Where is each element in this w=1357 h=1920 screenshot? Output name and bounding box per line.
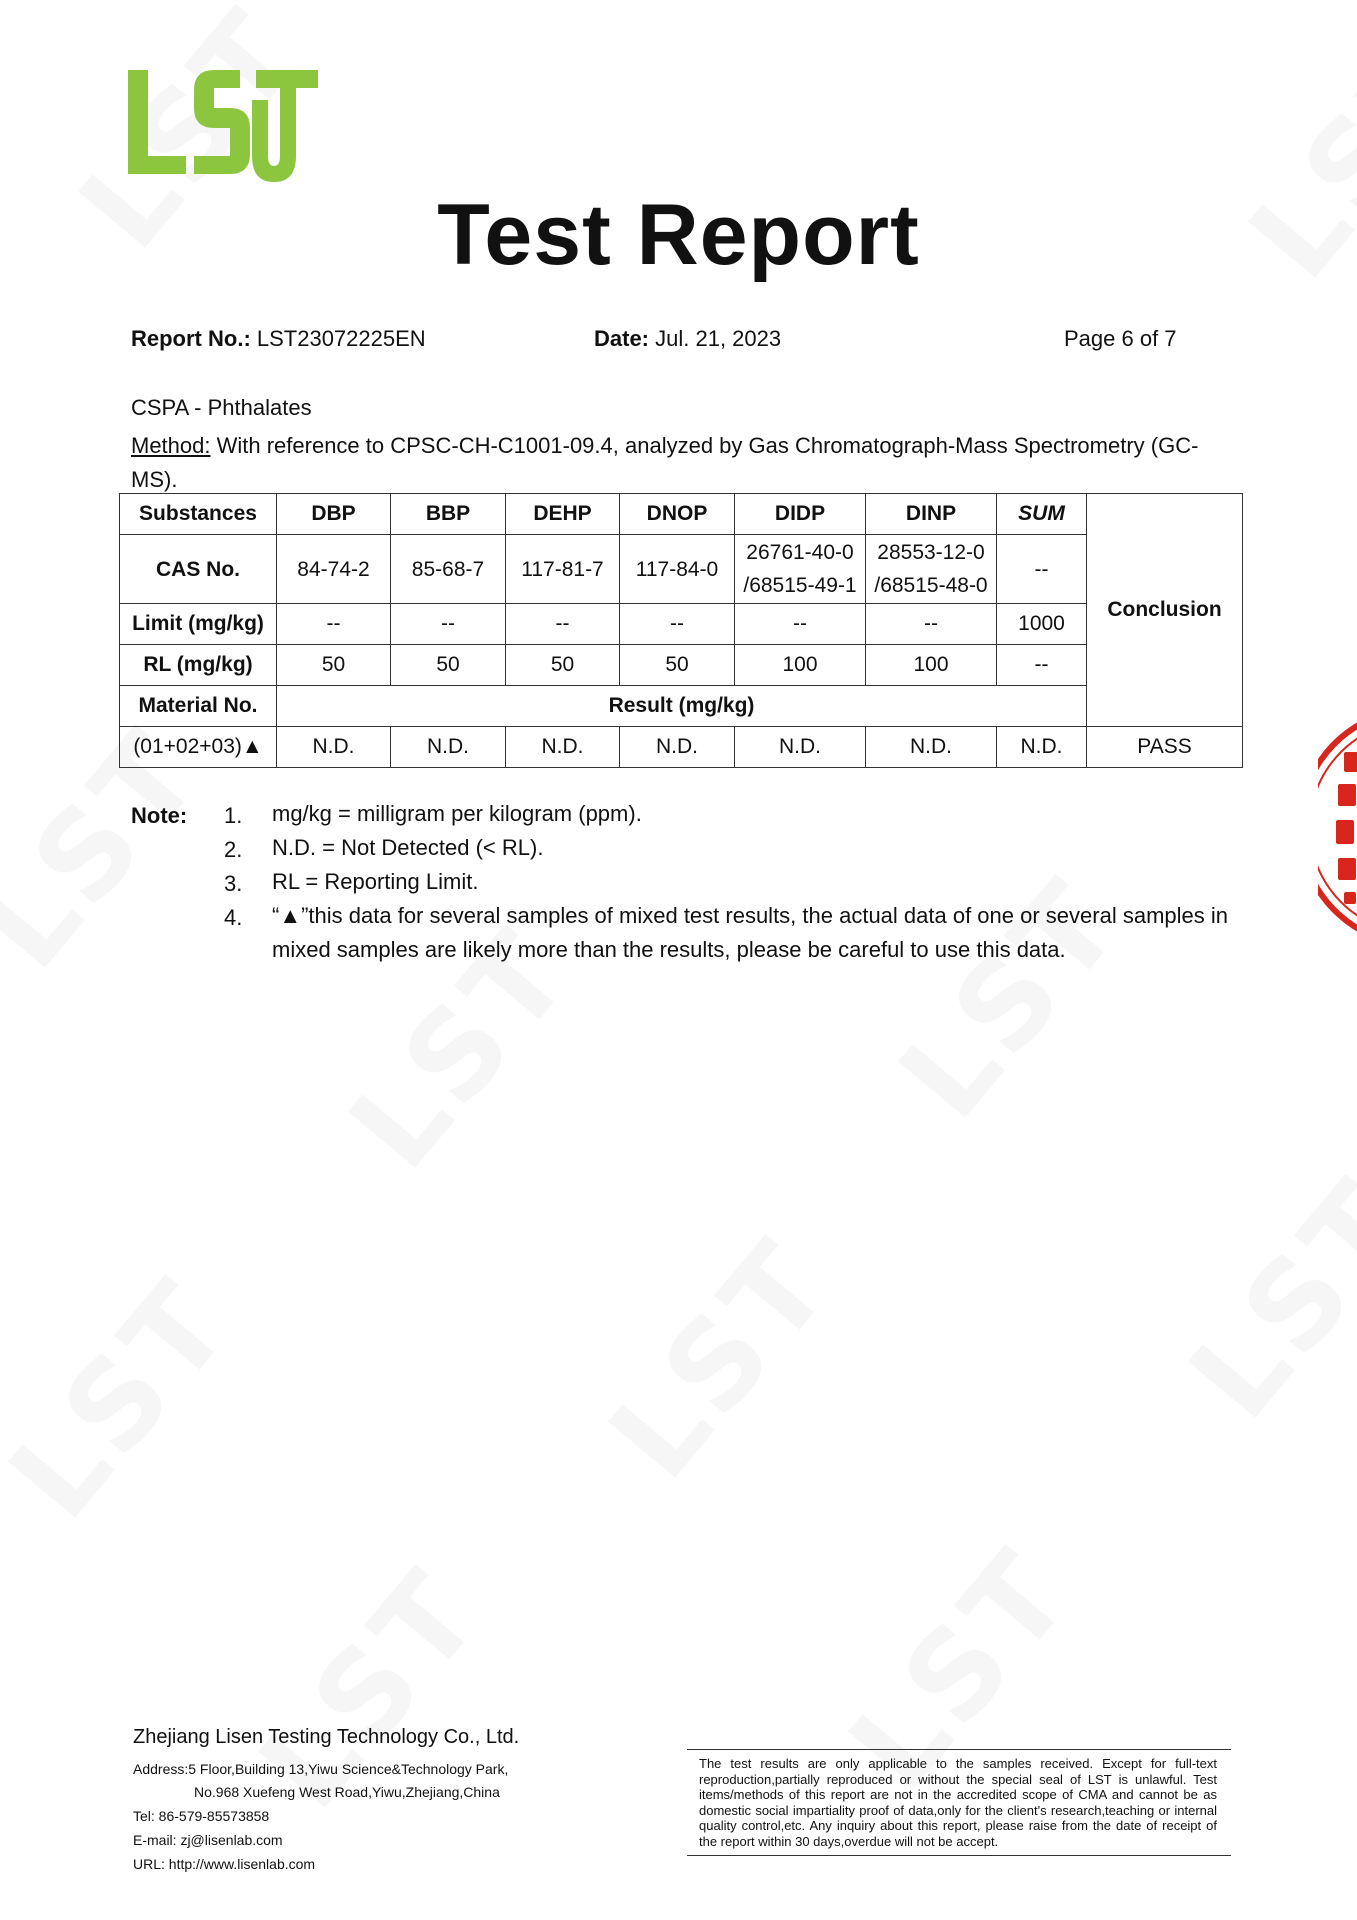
cas-label: CAS No.	[120, 535, 277, 604]
column-header: DEHP	[506, 494, 620, 535]
limit-label: Limit (mg/kg)	[120, 604, 277, 645]
table-cell: 117-81-7	[506, 535, 620, 604]
table-row	[120, 604, 1243, 645]
table-cell: --	[391, 604, 506, 645]
result-cell: N.D.	[866, 727, 997, 768]
column-header: DNOP	[620, 494, 735, 535]
note-label: Note:	[131, 803, 188, 828]
column-header: BBP	[391, 494, 506, 535]
table-row	[120, 535, 1243, 604]
table-cell: 50	[277, 645, 391, 686]
table-cell: --	[277, 604, 391, 645]
table-cell: 50	[391, 645, 506, 686]
method-description	[131, 429, 1231, 497]
table-cell	[735, 535, 866, 604]
method-label: Method:	[131, 433, 211, 458]
page-title: Test Report	[437, 187, 920, 283]
method-text: With reference to CPSC-CH-C1001-09.4, analyzed by Gas Chromatograph-Mass Spectrometry (GC-MS).	[131, 433, 1199, 492]
cas-line-2: /68515-49-1	[743, 574, 857, 597]
table-cell: --	[866, 604, 997, 645]
table-cell: 100	[866, 645, 997, 686]
table-cell: 1000	[997, 604, 1087, 645]
date-value: Jul. 21, 2023	[649, 326, 782, 351]
results-table	[119, 493, 1243, 768]
material-number: (01+02+03)▲	[120, 727, 277, 768]
watermark	[1164, 1154, 1357, 1445]
table-row	[120, 686, 1243, 727]
table-cell: --	[506, 604, 620, 645]
table-cell: 84-74-2	[277, 535, 391, 604]
rl-label: RL (mg/kg)	[120, 645, 277, 686]
company-name: Zhejiang Lisen Testing Technology Co., Ltd.	[133, 1726, 520, 1748]
result-unit-header: Result (mg/kg)	[277, 686, 1087, 727]
table-row	[120, 494, 1243, 535]
note-text: RL = Reporting Limit.	[272, 869, 479, 894]
table-cell: 50	[620, 645, 735, 686]
report-number	[131, 326, 426, 352]
conclusion-header: Conclusion	[1087, 494, 1243, 727]
lst-logo	[128, 70, 318, 186]
company-address: No.968 Xuefeng West Road,Yiwu,Zhejiang,China	[194, 1784, 500, 1800]
result-cell: N.D.	[735, 727, 866, 768]
result-cell: N.D.	[997, 727, 1087, 768]
section-title: CSPA - Phthalates	[131, 395, 312, 420]
report-date	[594, 326, 781, 352]
table-cell: --	[735, 604, 866, 645]
table-row	[120, 727, 1243, 768]
sum-header: SUM	[997, 494, 1087, 535]
note-number: 1.	[224, 803, 243, 828]
table-cell: --	[997, 645, 1087, 686]
cas-line-1: 28553-12-0	[877, 541, 985, 564]
company-email: E-mail: zj@lisenlab.com	[133, 1832, 283, 1848]
table-cell: 85-68-7	[391, 535, 506, 604]
table-cell: --	[997, 535, 1087, 604]
result-cell: N.D.	[277, 727, 391, 768]
note-number: 3.	[224, 871, 243, 896]
table-cell: 100	[735, 645, 866, 686]
note-text: N.D. = Not Detected (< RL).	[272, 835, 544, 860]
note-number: 4.	[224, 905, 243, 930]
note-number: 2.	[224, 837, 243, 862]
report-number-label: Report No.:	[131, 326, 251, 351]
result-cell: N.D.	[391, 727, 506, 768]
company-seal-stamp	[1318, 712, 1357, 942]
page-number: Page 6 of 7	[1064, 326, 1177, 351]
table-cell: --	[620, 604, 735, 645]
result-cell: N.D.	[620, 727, 735, 768]
conclusion-cell: PASS	[1087, 727, 1243, 768]
company-phone: Tel: 86-579-85573858	[133, 1808, 270, 1824]
table-cell: 50	[506, 645, 620, 686]
table-cell: 117-84-0	[620, 535, 735, 604]
report-number-value: LST23072225EN	[250, 326, 426, 351]
table-cell	[866, 535, 997, 604]
disclaimer: The test results are only applicable to the samples received. Except for full-text reproduction,partially reproduced or without the special seal of LST is unlawful. Test items/methods of this report are not in the accredited scope of CMA and cannot be as domestic social impartiality proof of data,only for the client's research,teaching or internal quality control,etc. Any inquiry about this report, please raise from the date of receipt of the report within 30 days,overdue will not be accept.	[687, 1749, 1231, 1856]
date-label: Date:	[594, 326, 650, 351]
company-address: Address:5 Floor,Building 13,Yiwu Science&Technology Park,	[133, 1761, 509, 1777]
company-url: URL: http://www.lisenlab.com	[133, 1856, 316, 1872]
watermark	[0, 1254, 259, 1545]
material-label: Material No.	[120, 686, 277, 727]
cas-line-1: 26761-40-0	[746, 541, 854, 564]
note-text: “▲”this data for several samples of mixed test results, the actual data of one or several samples in mixed samples are likely more than the results, please be careful to use this data.	[272, 903, 1228, 962]
column-header: DBP	[277, 494, 391, 535]
column-header: DINP	[866, 494, 997, 535]
substances-header: Substances	[120, 494, 277, 535]
result-cell: N.D.	[506, 727, 620, 768]
table-row	[120, 645, 1243, 686]
watermark	[584, 1214, 859, 1505]
column-header: DIDP	[735, 494, 866, 535]
note-text: mg/kg = milligram per kilogram (ppm).	[272, 801, 642, 826]
cas-line-2: /68515-48-0	[874, 574, 988, 597]
